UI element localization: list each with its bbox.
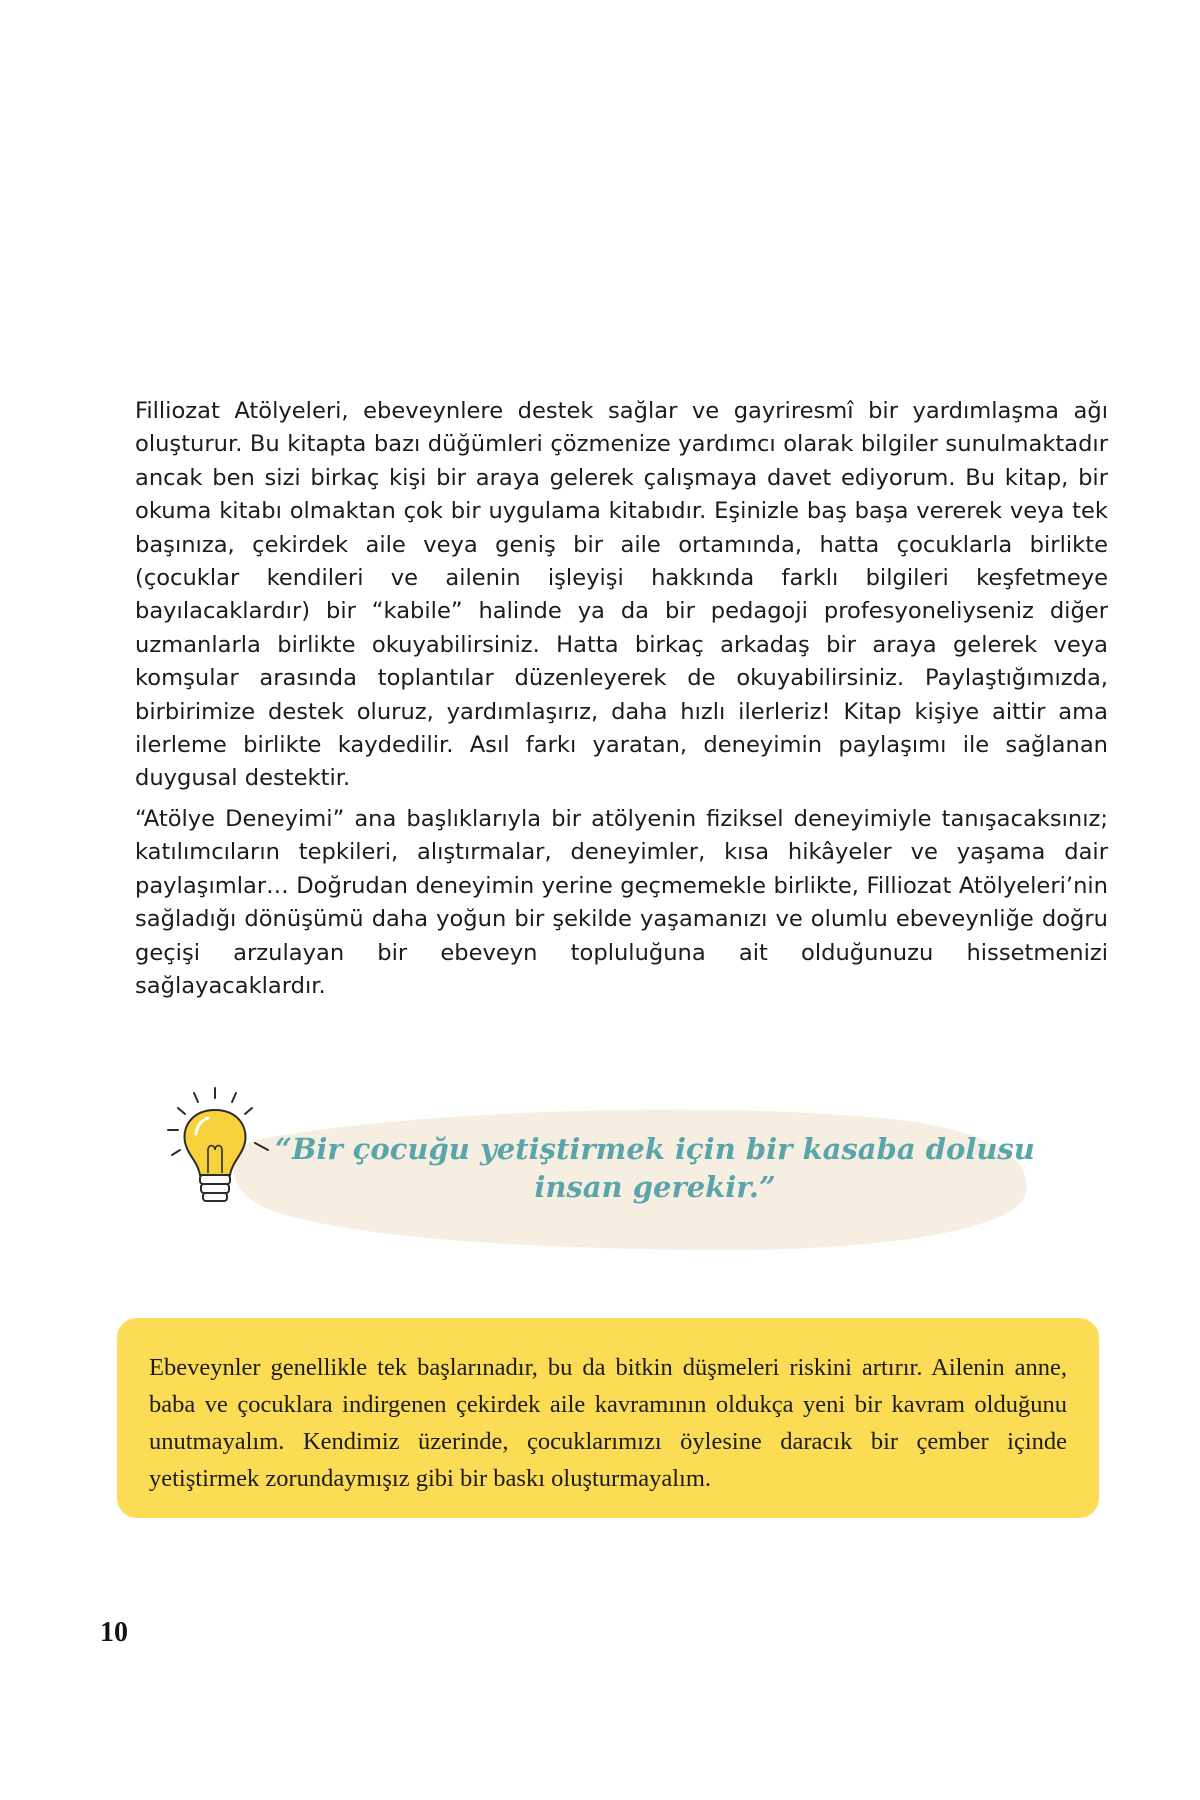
quote-callout	[160, 1080, 1040, 1260]
page-number: 10	[100, 1617, 128, 1648]
info-box-text: Ebeveynler genellikle tek başlarınadır, bu da bitkin düşmeleri riskini artırır. Ailenin anne, baba ve çocuklara indirgenen çekirdek aile kavramının oldukça yeni bir kavram olduğunu unutmayalım. Kendimiz üzerinde, çocuklarımızı öylesine daracık bir çember içinde yetiştirmek zorundaymışız gibi bir baskı oluşturmayalım.	[149, 1354, 1067, 1492]
body-text	[135, 395, 1108, 1010]
paragraph: “Atölye Deneyimi” ana başlıklarıyla bir atölyenin fiziksel deneyimiyle tanışacaksınız; katılımcıların tepkileri, alıştırmalar, deneyimler, kısa hikâyeler ve yaşama dair paylaşımlar… Doğrudan deneyimin yerine geçmemekle birlikte, Filliozat Atölyeleri’nin sağladığı dönüşümü daha yoğun bir şekilde yaşamanızı ve olumlu ebeveynliğe doğru geçişi arzulayan bir ebeveyn topluluğuna ait olduğunuzu hissetmenizi sağlayacaklardır.	[135, 805, 1108, 999]
info-box	[117, 1318, 1099, 1518]
paragraph: Filliozat Atölyeleri, ebeveynlere destek sağlar ve gayriresmî bir yardımlaşma ağı oluşturur. Bu kitapta bazı düğümleri çözmenize yardımcı olarak bilgiler sunulmaktadır ancak ben sizi birkaç kişi bir araya gelerek çalışmaya davet ediyorum. Bu kitap, bir okuma kitabı olmaktan çok bir uygulama kitabıdır. Eşinizle baş başa vererek veya tek başınıza, çekirdek aile veya geniş bir aile ortamında, hatta çocuklarla birlikte (çocuklar kendileri ve ailenin işleyişi hakkında farklı bilgileri keşfetmeye bayılacaklardır) bir “kabile” halinde ya da bir pedagoji profesyoneliyseniz diğer uzmanlarla birlikte okuyabilirsiniz. Hatta birkaç arkadaş bir araya gelerek veya komşular arasında toplantılar düzenleyerek de okuyabilirsiniz. Paylaştığımızda, birbirimize destek oluruz, yardımlaşırız, daha hızlı ilerleriz! Kitap kişiye aittir ama ilerleme birlikte kaydedilir. Asıl farkı yaratan, deneyimin paylaşımı ile sağlanan duygusal destektir.	[135, 398, 1108, 792]
quote-line-2: insan gerekir.”	[534, 1170, 776, 1204]
quote-line-1: “Bir çocuğu yetiştirmek için bir kasaba dolusu	[275, 1132, 1035, 1166]
lightbulb-icon	[160, 1080, 270, 1220]
quote-text	[265, 1130, 1045, 1206]
